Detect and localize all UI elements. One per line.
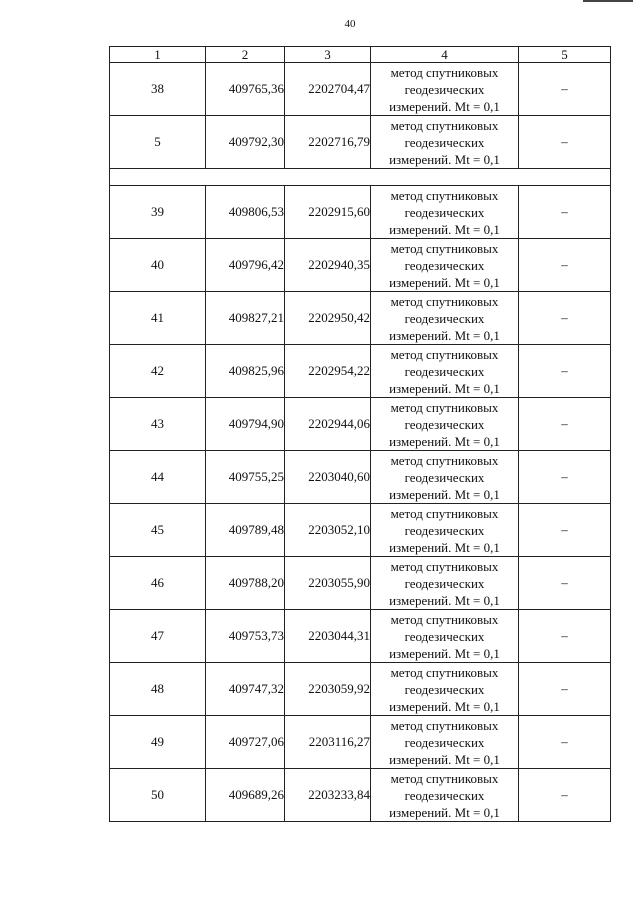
point-number: 41 xyxy=(110,292,206,345)
method-line: метод спутниковых xyxy=(390,240,499,256)
point-number: 47 xyxy=(110,610,206,663)
header-cell: 2 xyxy=(206,47,285,63)
method-line: измерений. Mt = 0,1 xyxy=(389,698,500,714)
method-line: измерений. Mt = 0,1 xyxy=(389,751,500,767)
y-coordinate: 2203059,92 xyxy=(285,663,371,716)
separator-cell xyxy=(110,169,611,186)
method-line: метод спутниковых xyxy=(390,770,499,786)
x-coordinate: 409755,25 xyxy=(206,451,285,504)
method-line: геодезических xyxy=(404,787,485,803)
table-row xyxy=(110,663,611,716)
x-coordinate: 409794,90 xyxy=(206,398,285,451)
x-coordinate: 409825,96 xyxy=(206,345,285,398)
y-coordinate: 2203055,90 xyxy=(285,557,371,610)
method-line: геодезических xyxy=(404,734,485,750)
method-line: геодезических xyxy=(404,134,485,150)
col5-value: – xyxy=(519,769,611,822)
header-cell: 4 xyxy=(371,47,519,63)
method-line: измерений. Mt = 0,1 xyxy=(389,380,500,396)
method-line: метод спутниковых xyxy=(390,293,499,309)
x-coordinate: 409689,26 xyxy=(206,769,285,822)
y-coordinate: 2203233,84 xyxy=(285,769,371,822)
method-cell xyxy=(371,116,519,169)
scan-edge-mark xyxy=(583,0,633,2)
method-line: метод спутниковых xyxy=(390,452,499,468)
method-cell xyxy=(371,557,519,610)
table-row xyxy=(110,116,611,169)
col5-value: – xyxy=(519,663,611,716)
method-cell xyxy=(371,451,519,504)
table-row xyxy=(110,345,611,398)
table-row xyxy=(110,398,611,451)
method-line: измерений. Mt = 0,1 xyxy=(389,592,500,608)
table-row xyxy=(110,716,611,769)
method-line: метод спутниковых xyxy=(390,399,499,415)
table-row xyxy=(110,769,611,822)
table-row xyxy=(110,610,611,663)
table-row xyxy=(110,504,611,557)
y-coordinate: 2202954,22 xyxy=(285,345,371,398)
x-coordinate: 409792,30 xyxy=(206,116,285,169)
method-line: измерений. Mt = 0,1 xyxy=(389,98,500,114)
col5-value: – xyxy=(519,345,611,398)
method-line: метод спутниковых xyxy=(390,117,499,133)
point-number: 43 xyxy=(110,398,206,451)
method-cell xyxy=(371,769,519,822)
method-line: геодезических xyxy=(404,81,485,97)
point-number: 46 xyxy=(110,557,206,610)
y-coordinate: 2203052,10 xyxy=(285,504,371,557)
y-coordinate: 2202950,42 xyxy=(285,292,371,345)
method-line: геодезических xyxy=(404,416,485,432)
method-line: метод спутниковых xyxy=(390,187,499,203)
method-line: измерений. Mt = 0,1 xyxy=(389,804,500,820)
col5-value: – xyxy=(519,716,611,769)
method-cell xyxy=(371,239,519,292)
col5-value: – xyxy=(519,504,611,557)
point-number: 44 xyxy=(110,451,206,504)
col5-value: – xyxy=(519,398,611,451)
table-row xyxy=(110,292,611,345)
method-line: метод спутниковых xyxy=(390,717,499,733)
col5-value: – xyxy=(519,239,611,292)
method-line: метод спутниковых xyxy=(390,346,499,362)
col5-value: – xyxy=(519,186,611,239)
method-cell xyxy=(371,398,519,451)
point-number: 5 xyxy=(110,116,206,169)
method-line: метод спутниковых xyxy=(390,558,499,574)
x-coordinate: 409765,36 xyxy=(206,63,285,116)
coordinates-table xyxy=(109,46,611,822)
method-line: метод спутниковых xyxy=(390,505,499,521)
y-coordinate: 2203044,31 xyxy=(285,610,371,663)
method-line: измерений. Mt = 0,1 xyxy=(389,433,500,449)
y-coordinate: 2202944,06 xyxy=(285,398,371,451)
method-line: измерений. Mt = 0,1 xyxy=(389,539,500,555)
y-coordinate: 2203116,27 xyxy=(285,716,371,769)
method-line: геодезических xyxy=(404,575,485,591)
y-coordinate: 2203040,60 xyxy=(285,451,371,504)
col5-value: – xyxy=(519,557,611,610)
table-header-row xyxy=(110,47,611,63)
method-line: геодезических xyxy=(404,257,485,273)
x-coordinate: 409827,21 xyxy=(206,292,285,345)
method-line: измерений. Mt = 0,1 xyxy=(389,486,500,502)
method-line: измерений. Mt = 0,1 xyxy=(389,151,500,167)
point-number: 38 xyxy=(110,63,206,116)
method-line: геодезических xyxy=(404,681,485,697)
method-cell xyxy=(371,345,519,398)
table-row xyxy=(110,63,611,116)
method-line: измерений. Mt = 0,1 xyxy=(389,327,500,343)
x-coordinate: 409727,06 xyxy=(206,716,285,769)
method-line: геодезических xyxy=(404,469,485,485)
method-cell xyxy=(371,63,519,116)
method-cell xyxy=(371,610,519,663)
method-line: измерений. Mt = 0,1 xyxy=(389,274,500,290)
method-line: метод спутниковых xyxy=(390,611,499,627)
point-number: 45 xyxy=(110,504,206,557)
y-coordinate: 2202940,35 xyxy=(285,239,371,292)
method-cell xyxy=(371,292,519,345)
header-cell: 5 xyxy=(519,47,611,63)
method-line: геодезических xyxy=(404,628,485,644)
point-number: 39 xyxy=(110,186,206,239)
col5-value: – xyxy=(519,451,611,504)
method-line: геодезических xyxy=(404,310,485,326)
method-line: измерений. Mt = 0,1 xyxy=(389,221,500,237)
table-row xyxy=(110,557,611,610)
point-number: 49 xyxy=(110,716,206,769)
method-cell xyxy=(371,663,519,716)
y-coordinate: 2202716,79 xyxy=(285,116,371,169)
table-row xyxy=(110,186,611,239)
point-number: 48 xyxy=(110,663,206,716)
col5-value: – xyxy=(519,116,611,169)
y-coordinate: 2202704,47 xyxy=(285,63,371,116)
x-coordinate: 409789,48 xyxy=(206,504,285,557)
y-coordinate: 2202915,60 xyxy=(285,186,371,239)
method-line: метод спутниковых xyxy=(390,64,499,80)
separator-row xyxy=(110,169,611,186)
col5-value: – xyxy=(519,292,611,345)
x-coordinate: 409753,73 xyxy=(206,610,285,663)
table-row xyxy=(110,451,611,504)
table-row xyxy=(110,239,611,292)
x-coordinate: 409796,42 xyxy=(206,239,285,292)
method-line: геодезических xyxy=(404,363,485,379)
header-cell: 1 xyxy=(110,47,206,63)
method-line: метод спутниковых xyxy=(390,664,499,680)
method-line: геодезических xyxy=(404,522,485,538)
method-line: измерений. Mt = 0,1 xyxy=(389,645,500,661)
point-number: 42 xyxy=(110,345,206,398)
col5-value: – xyxy=(519,63,611,116)
header-cell: 3 xyxy=(285,47,371,63)
point-number: 50 xyxy=(110,769,206,822)
x-coordinate: 409788,20 xyxy=(206,557,285,610)
method-cell xyxy=(371,716,519,769)
col5-value: – xyxy=(519,610,611,663)
page-number: 40 xyxy=(344,18,356,30)
x-coordinate: 409806,53 xyxy=(206,186,285,239)
x-coordinate: 409747,32 xyxy=(206,663,285,716)
method-cell xyxy=(371,186,519,239)
method-line: геодезических xyxy=(404,204,485,220)
method-cell xyxy=(371,504,519,557)
point-number: 40 xyxy=(110,239,206,292)
